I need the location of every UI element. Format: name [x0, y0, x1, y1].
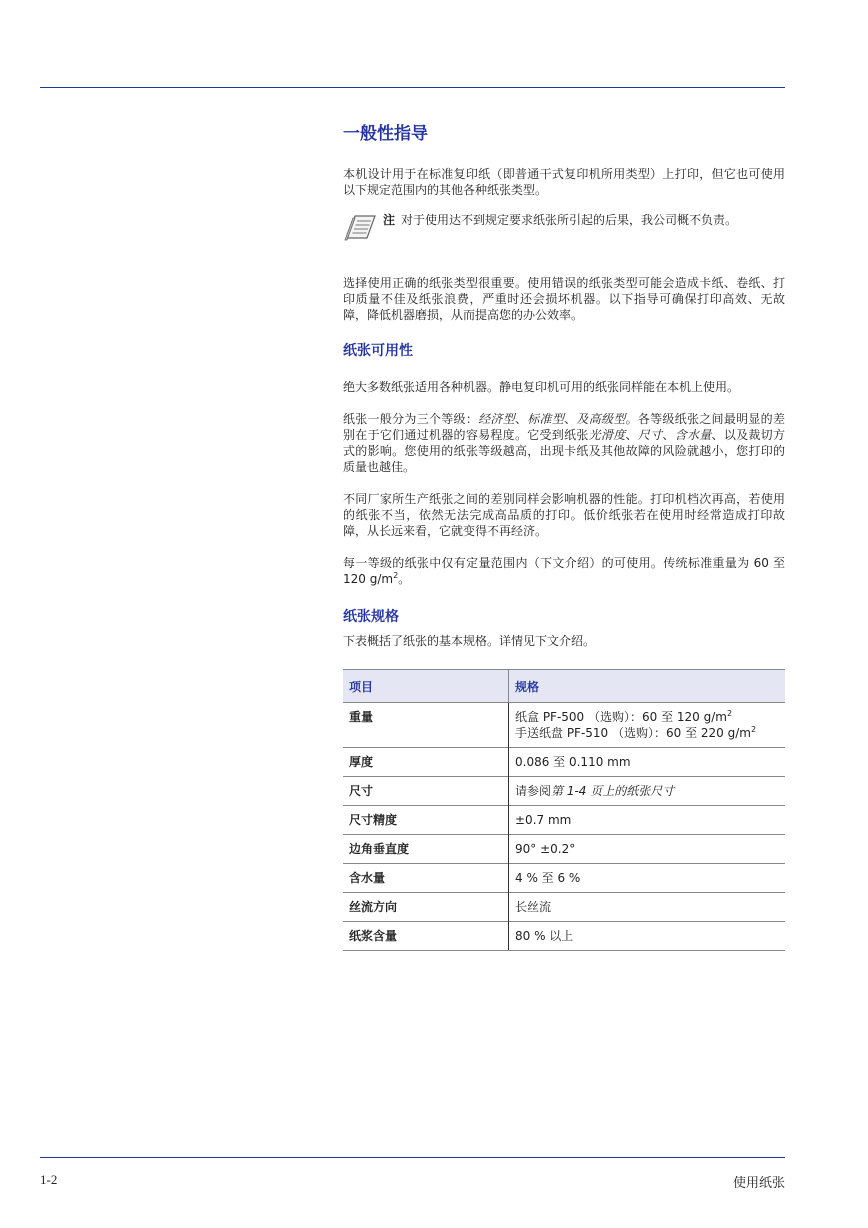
row-label: 重量 — [343, 703, 509, 748]
row-label: 厚度 — [343, 748, 509, 777]
note-icon — [343, 212, 377, 242]
table-header-row — [343, 670, 785, 703]
table-row — [343, 922, 785, 951]
row-value: ±0.7 mm — [509, 806, 786, 835]
spec-intro: 下表概括了纸张的基本规格。详情见下文介绍。 — [343, 634, 596, 648]
row-label: 纸浆含量 — [343, 922, 509, 951]
row-value: 请参阅第 1-4 页上的纸张尺寸 — [509, 777, 786, 806]
note-box — [343, 212, 785, 246]
table-row — [343, 777, 785, 806]
availability-p1: 绝大多数纸张适用各种机器。静电复印机可用的纸张同样能在本机上使用。 — [343, 380, 740, 394]
row-value: 80 % 以上 — [509, 922, 786, 951]
row-value: 90° ±0.2° — [509, 835, 786, 864]
availability-p2: 纸张一般分为三个等级：经济型、标准型、及高级型。各等级纸张之间最明显的差别在于它们通过机器的容易程度。它受到纸张光滑度、尺寸、含水量、以及裁切方式的影响。您使用的纸张等级越高，出现卡纸及其他故障的风险就越小，您打印的质量也越佳。 — [343, 412, 785, 474]
intro-paragraph: 本机设计用于在标准复印纸（即普通干式复印机所用类型）上打印，但它也可使用以下规定范围内的其他各种纸张类型。 — [343, 167, 785, 197]
note-text — [383, 212, 785, 228]
note-label: 注 — [383, 213, 396, 227]
size-reference-link[interactable]: 第 1-4 页上的纸张尺寸 — [551, 784, 675, 798]
row-value: 长丝流 — [509, 893, 786, 922]
table-row — [343, 864, 785, 893]
table-row — [343, 893, 785, 922]
spec-heading: 纸张规格 — [343, 609, 399, 625]
row-value: 4 % 至 6 % — [509, 864, 786, 893]
row-value: 0.086 至 0.110 mm — [509, 748, 786, 777]
page-content — [343, 122, 785, 951]
row-label: 尺寸 — [343, 777, 509, 806]
row-label: 丝流方向 — [343, 893, 509, 922]
page-title: 一般性指导 — [343, 124, 428, 144]
table-row — [343, 748, 785, 777]
column-header-spec: 规格 — [509, 670, 786, 703]
availability-p4: 每一等级的纸张中仅有定量范围内（下文介绍）的可使用。传统标准重量为 60 至 120 $g/m^2$。 — [343, 556, 785, 586]
table-row — [343, 835, 785, 864]
availability-heading: 纸张可用性 — [343, 343, 413, 359]
section-title: 使用纸张 — [732, 1176, 785, 1191]
row-label: 边角垂直度 — [343, 835, 509, 864]
paper-selection-paragraph: 选择使用正确的纸张类型很重要。使用错误的纸张类型可能会造成卡纸、卷纸、打印质量不佳及纸张浪费，严重时还会损坏机器。以下指导可确保打印高效、无故障，降低机器磨损，从而提高您的办公效率。 — [343, 276, 785, 322]
footer-rule — [40, 1157, 785, 1158]
note-body: 对于使用达不到规定要求纸张所引起的后果，我公司概不负责。 — [401, 213, 738, 227]
row-value: 纸盒 PF-500 （选购）：60 至 120 $g/m^2$ 手送纸盘 PF-510 （选购）：60 至 220 $g/m^2$ — [509, 703, 786, 748]
row-label: 尺寸精度 — [343, 806, 509, 835]
spec-table — [343, 669, 785, 951]
row-label: 含水量 — [343, 864, 509, 893]
column-header-item: 项目 — [343, 670, 509, 703]
table-row — [343, 703, 785, 748]
table-row — [343, 806, 785, 835]
availability-p3: 不同厂家所生产纸张之间的差别同样会影响机器的性能。打印机档次再高，若使用的纸张不当，依然无法完成高品质的打印。低价纸张若在使用时经常造成打印故障，从长远来看，它就变得不再经济。 — [343, 492, 785, 538]
header-rule — [40, 87, 785, 88]
page-number: 1-2 — [40, 1172, 58, 1187]
